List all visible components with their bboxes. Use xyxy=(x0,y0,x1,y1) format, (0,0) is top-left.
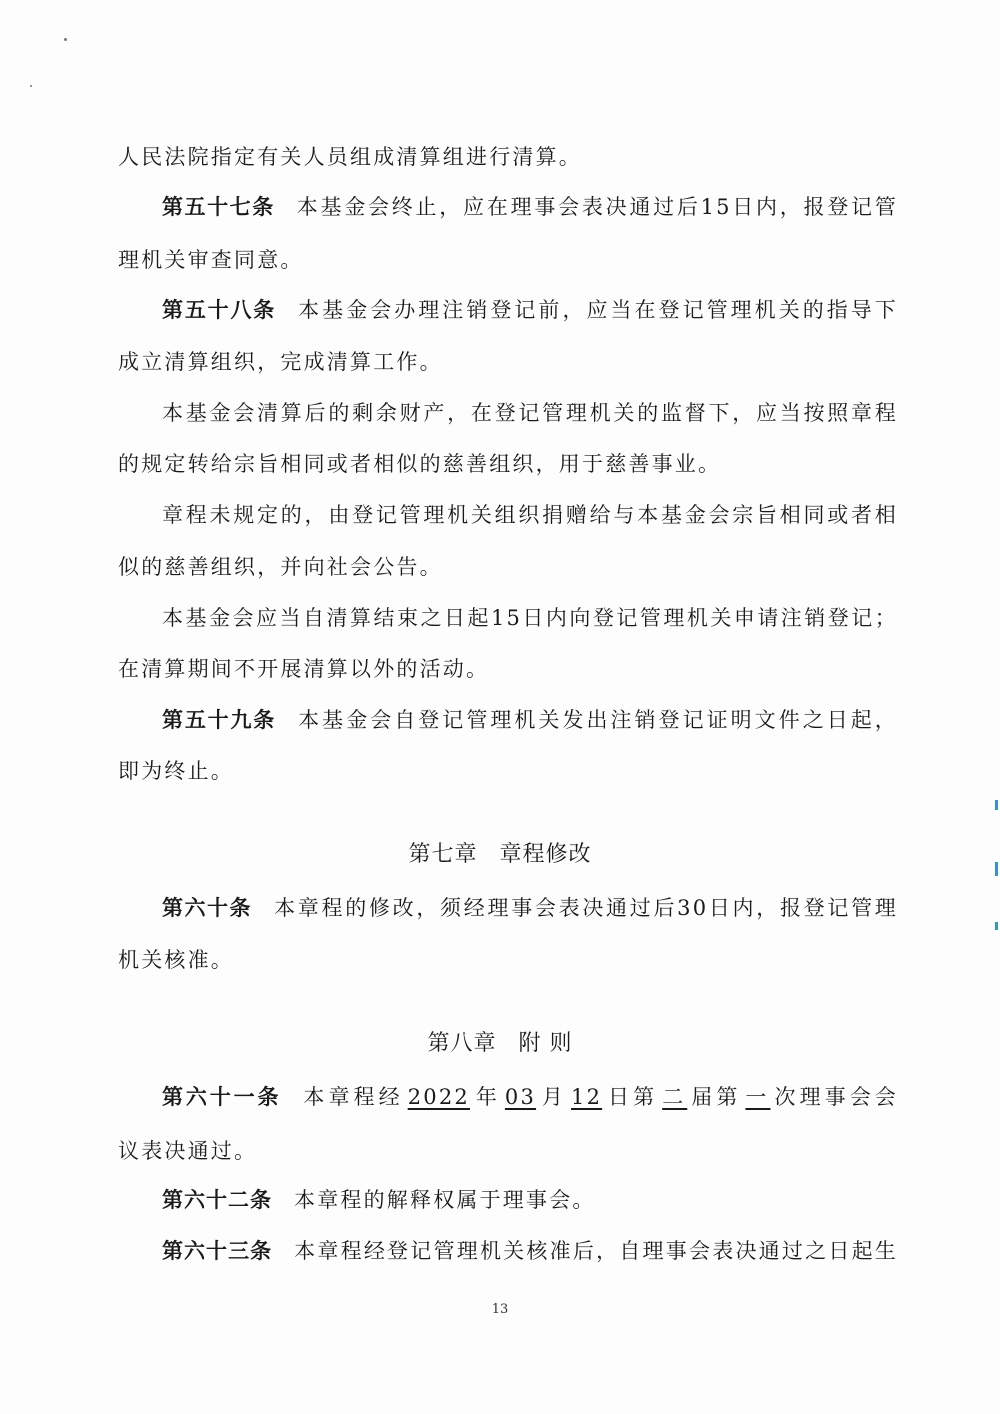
chapter-heading xyxy=(0,1028,1000,1060)
article-59 xyxy=(162,705,898,735)
text-line: 机关核准。 xyxy=(118,948,234,972)
text-line: 理机关审查同意。 xyxy=(118,248,304,272)
text-line: 议表决通过。 xyxy=(118,1139,258,1163)
article-number: 第六十一条 xyxy=(162,1085,282,1109)
article-text: 本章程经登记管理机关核准后，自理事会表决通过之日起生 xyxy=(294,1239,899,1263)
article-number: 第五十七条 xyxy=(162,195,275,219)
article-61 xyxy=(162,1082,898,1112)
article-text: 年 xyxy=(473,1085,501,1109)
article-57 xyxy=(162,192,898,222)
article-number: 第六十二条 xyxy=(162,1188,272,1212)
chapter-number: 第八章 xyxy=(427,1031,497,1056)
chapter-title: 章程修改 xyxy=(499,842,592,867)
text-line: 本基金会应当自清算结束之日起15日内向登记管理机关申请注销登记； xyxy=(162,606,898,630)
day-field: 12 xyxy=(571,1085,603,1109)
text-line: 在清算期间不开展清算以外的活动。 xyxy=(118,657,490,681)
article-text: 日第 xyxy=(606,1085,659,1109)
article-63 xyxy=(162,1236,898,1266)
article-text: 本章程经 xyxy=(303,1085,404,1109)
article-62 xyxy=(162,1185,898,1215)
scan-edge-mark xyxy=(995,922,998,930)
chapter-title: 附 则 xyxy=(518,1031,573,1056)
meeting-field: 一 xyxy=(745,1085,771,1109)
text-line: 的规定转给宗旨相同或者相似的慈善组织，用于慈善事业。 xyxy=(118,452,722,476)
chapter-number: 第七章 xyxy=(408,842,478,867)
page-number: 13 xyxy=(491,1302,509,1317)
session-field: 二 xyxy=(662,1085,688,1109)
article-text: 本章程的修改，须经理事会表决通过后30日内，报登记管理 xyxy=(274,896,899,920)
article-58 xyxy=(162,295,898,325)
scan-speck xyxy=(30,85,32,87)
article-number: 第六十三条 xyxy=(162,1239,273,1263)
article-text: 届第 xyxy=(691,1085,742,1109)
article-text: 本基金会自登记管理机关发出注销登记证明文件之日起， xyxy=(298,708,899,732)
year-field: 2022 xyxy=(407,1085,470,1109)
article-text: 本基金会办理注销登记前，应当在登记管理机关的指导下 xyxy=(298,298,899,322)
article-number: 第五十九条 xyxy=(162,708,277,732)
text-line: 人民法院指定有关人员组成清算组进行清算。 xyxy=(118,145,582,169)
text-line: 章程未规定的，由登记管理机关组织捐赠给与本基金会宗旨相同或者相 xyxy=(162,503,898,527)
article-text: 月 xyxy=(540,1085,568,1109)
text-line: 本基金会清算后的剩余财产，在登记管理机关的监督下，应当按照章程 xyxy=(162,401,898,425)
scan-edge-mark xyxy=(995,800,998,810)
month-field: 03 xyxy=(504,1085,537,1109)
chapter-heading xyxy=(0,839,1000,871)
article-text: 本章程的解释权属于理事会。 xyxy=(294,1188,596,1212)
text-line: 似的慈善组织，并向社会公告。 xyxy=(118,555,443,579)
article-text: 次理事会会 xyxy=(774,1085,899,1109)
text-line: 成立清算组织，完成清算工作。 xyxy=(118,350,443,374)
article-number: 第六十条 xyxy=(162,896,253,920)
article-text: 本基金会终止，应在理事会表决通过后15日内，报登记管 xyxy=(296,195,899,219)
article-60 xyxy=(162,893,898,923)
text-line: 即为终止。 xyxy=(118,759,234,783)
scan-speck xyxy=(64,38,67,41)
article-number: 第五十八条 xyxy=(162,298,277,322)
